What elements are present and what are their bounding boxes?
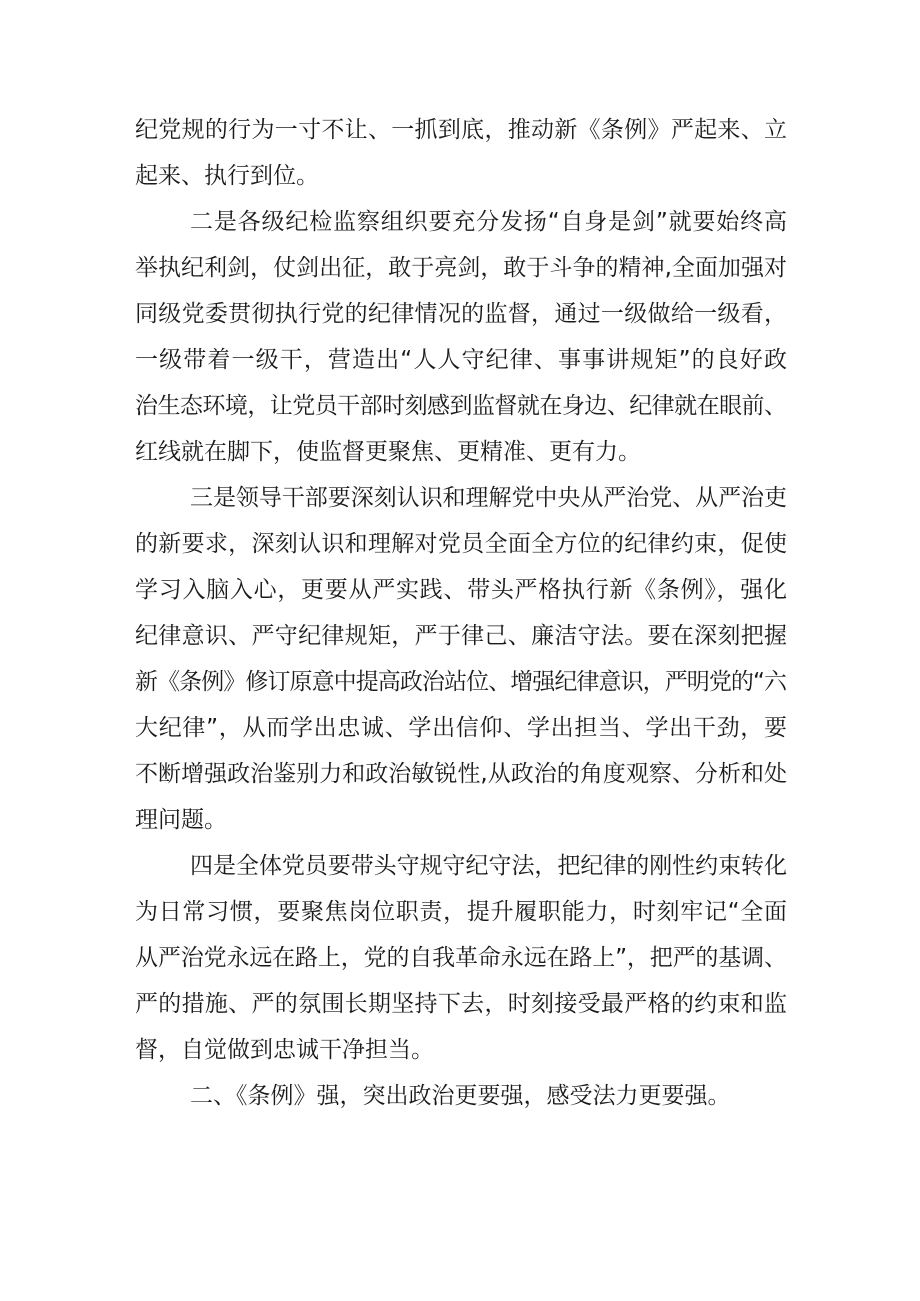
text-line: 新《条例》修订原意中提高政治站位、增强纪律意识，严明党的“六 [135,669,787,695]
document-body [135,107,787,1119]
text-line: 四是全体党员要带头守规守纪守法，把纪律的刚性约束转化 [190,853,787,879]
text-line: 红线就在脚下，使监督更聚焦、更精准、更有力。 [135,439,641,465]
text-line: 纪律意识、严守纪律规矩，严于律己、廉洁守法。要在深刻把握 [135,623,787,649]
text-line: 纪党规的行为一寸不让、一抓到底，推动新《条例》严起来、立 [135,117,787,143]
section-heading-two [135,1073,787,1119]
text-line: 治生态环境，让党员干部时刻感到监督就在身边、纪律就在眼前、 [135,393,787,419]
text-line: 举执纪利剑，仗剑出征，敢于亮剑，敢于斗争的精神,全面加强对 [135,255,787,281]
text-line: 二是各级纪检监察组织要充分发扬“自身是剑”就要始终高 [190,209,787,235]
paragraph-point-four [135,843,787,1073]
text-line: 不断增强政治鉴别力和政治敏锐性,从政治的角度观察、分析和处 [135,761,787,787]
text-line: 从严治党永远在路上，党的自我革命永远在路上”，把严的基调、 [135,945,787,971]
text-line: 起来、执行到位。 [135,163,319,189]
text-line: 同级党委贯彻执行党的纪律情况的监督，通过一级做给一级看， [135,301,787,327]
text-line: 的新要求，深刻认识和理解对党员全面全方位的纪律约束，促使 [135,531,787,557]
text-line: 督，自觉做到忠诚干净担当。 [135,1037,434,1063]
paragraph-point-three [135,475,787,843]
text-line: 一级带着一级干，营造出“人人守纪律、事事讲规矩”的良好政 [135,347,787,373]
paragraph-point-two [135,199,787,475]
text-line: 三是领导干部要深刻认识和理解党中央从严治党、从严治吏 [190,485,787,511]
text-line: 为日常习惯，要聚焦岗位职责，提升履职能力，时刻牢记“全面 [135,899,787,925]
text-line: 学习入脑入心，更要从严实践、带头严格执行新《条例》，强化 [135,577,787,603]
text-line: 理问题。 [135,807,227,833]
paragraph-continuation [135,107,787,199]
text-line: 二、《条例》强，突出政治更要强，感受法力更要强。 [190,1083,731,1109]
text-line: 大纪律”，从而学出忠诚、学出信仰、学出担当、学出干劲，要 [135,715,787,741]
text-line: 严的措施、严的氛围长期坚持下去，时刻接受最严格的约束和监 [135,991,787,1017]
